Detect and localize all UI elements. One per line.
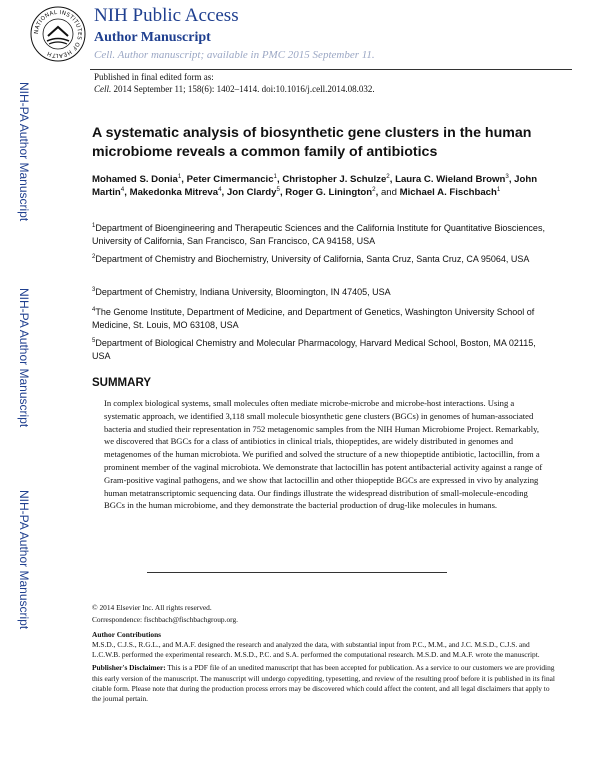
affiliation-text: The Genome Institute, Department of Medicine, and Department of Genetics, Washington University School of Medicine, St. Louis, MO 63108, USA xyxy=(92,307,535,330)
author-name: Mohamed S. Donia xyxy=(92,174,178,185)
published-label: Published in final edited form as: xyxy=(94,72,214,82)
affiliation xyxy=(92,253,552,266)
correspondence: Correspondence: fischbach@fischbachgroup.org. xyxy=(92,615,239,625)
author-affiliation-mark: 4 xyxy=(120,185,125,193)
affiliation-number: 2 xyxy=(92,254,96,260)
author-name: Christopher J. Schulze xyxy=(282,174,387,185)
contributions-heading: Author Contributions xyxy=(92,629,162,639)
disclaimer-label: Publisher's Disclaimer: xyxy=(92,663,166,673)
author-name: Makedonka Mitreva xyxy=(129,186,219,198)
summary-heading: SUMMARY xyxy=(92,377,151,389)
affiliation-text: Department of Chemistry, Indiana University, Bloomington, IN 47405, USA xyxy=(95,287,391,297)
author-affiliation-mark: 4 xyxy=(218,185,222,193)
affiliation xyxy=(92,286,552,299)
article-title: A systematic analysis of biosynthetic gene clusters in the human microbiome reveals a common family of antibiotics xyxy=(92,125,532,160)
author-affiliation-mark: 1 xyxy=(273,172,277,180)
nih-logo xyxy=(30,6,86,62)
side-label: NIH-PA Author Manuscript xyxy=(17,490,31,630)
svg-text:NATIONAL INSTITUTES OF HEALTH xyxy=(34,10,82,58)
author-name: Michael A. Fischbach xyxy=(399,186,497,198)
footnotes xyxy=(92,603,556,705)
summary-divider xyxy=(147,572,447,573)
contributions-text: M.S.D., C.J.S., R.G.L., and M.A.F. designed the research and analyzed the data, with substantial input from P.C., M.M., and J.C. M.S.D., C.J.S. and L.C.W.B. performed the experimental research. M.S.D., P.C. and S.A. performed the computational research. M.S.D. and M.A.F. wrote the manuscript. xyxy=(92,639,540,660)
author-name: John Martin xyxy=(92,174,538,198)
author-name: Peter Cimermancic xyxy=(186,174,274,185)
author-affiliation-mark: 1 xyxy=(177,172,182,180)
affiliation-number: 1 xyxy=(92,223,96,229)
citation-journal: Cell. xyxy=(94,84,112,94)
author-name: Laura C. Wieland Brown xyxy=(395,174,506,185)
summary-text: In complex biological systems, small molecules often mediate microbe-microbe and microbe-host interactions. Using a systematic approach, we identified 3,118 small molecule biosynthetic gene clusters (BGCs) in genomes of human-associated bacteria and studied their representation in 752 metagenomic samples from the NIH Human Microbiome Project. Remarkably, we discovered that BGCs for a class of antibiotics in clinical trials, thiopeptides, are widely distributed in genomes and metagenomes of the human microbiota. We purified and solved the structure of a new thiopeptide antibiotic, lactocillin, from a prominent member of the vaginal microbiota. We demonstrate that lactocillin has potent antibacterial activity against a range of Gram-positive vaginal pathogens, and we show that lactocillin and other thiopeptide BGCs are expressed in vivo by analyzing human metatranscriptomic sequencing data. Our findings illustrate the widespread distribution of small-molecule-encoding BGCs in the human microbiome, and they demonstrate the bacterial production of drug-like molecules in humans. xyxy=(104,398,543,511)
author-affiliation-mark: 2 xyxy=(386,172,390,180)
affiliation xyxy=(92,306,552,331)
author-joiner: and xyxy=(380,186,397,198)
affiliation-number: 5 xyxy=(92,338,96,344)
affiliation-text: Department of Chemistry and Biochemistry, University of California, Santa Cruz, Santa Cruz, CA 95064, USA xyxy=(95,254,530,264)
author-affiliation-mark: 5 xyxy=(276,185,280,193)
author-affiliation-mark: 2 xyxy=(372,185,376,193)
nih-public-access-title: NIH Public Access xyxy=(94,5,239,26)
affiliation-text: Department of Bioengineering and Therapeutic Sciences and the California Institute for Quantitative Biosciences, University of California, San Francisco, San Francisco, CA 94158, USA xyxy=(92,223,545,246)
affiliation-number: 4 xyxy=(92,307,96,313)
affiliation-text: Department of Biological Chemistry and Molecular Pharmacology, Harvard Medical School, Boston, MA 02115, USA xyxy=(92,338,536,361)
affiliation xyxy=(92,337,552,362)
author-name: Jon Clardy xyxy=(226,186,277,198)
publisher-disclaimer xyxy=(92,663,556,704)
citation xyxy=(94,84,375,94)
side-label: NIH-PA Author Manuscript xyxy=(17,82,31,222)
author-name: Roger G. Linington xyxy=(285,186,373,198)
affiliation-number: 3 xyxy=(92,287,96,293)
availability-note: Cell. Author manuscript; available in PMC 2015 September 11. xyxy=(94,49,375,61)
author-affiliation-mark: 1 xyxy=(496,185,501,193)
disclaimer-text: This is a PDF file of an unedited manuscript that has been accepted for publication. As a service to our customers we are providing this early version of the manuscript. The manuscript will undergo copyediting, typesetting, and review of the resulting proof before it is published in its final citable form. Please note that during the production process errors may be discovered which could affect the content, and all legal disclaimers that apply to the journal pertain. xyxy=(92,663,555,704)
author-affiliation-mark: 3 xyxy=(505,172,509,180)
author-manuscript-label: Author Manuscript xyxy=(94,30,211,45)
copyright-notice: © 2014 Elsevier Inc. All rights reserved. xyxy=(92,603,212,612)
author-list: Mohamed S. Donia$^1$, Peter Cimermancic$^1$, Christopher J. Schulze$^2$, Laura C. Wieland Brown$^3$, John Martin$^4$, Makedonka Mitreva$^4$, Jon Clardy$^5$, Roger G. Linington$^2$, and Michael A. Fischbach$^1$ xyxy=(92,172,538,198)
header-divider xyxy=(90,69,572,70)
affiliation xyxy=(92,222,552,247)
logo-text: NATIONAL INSTITUTES OF HEALTH xyxy=(33,9,83,59)
citation-details: 2014 September 11; 158(6): 1402–1414. doi:10.1016/j.cell.2014.08.032. xyxy=(113,84,375,94)
side-label: NIH-PA Author Manuscript xyxy=(17,288,31,428)
